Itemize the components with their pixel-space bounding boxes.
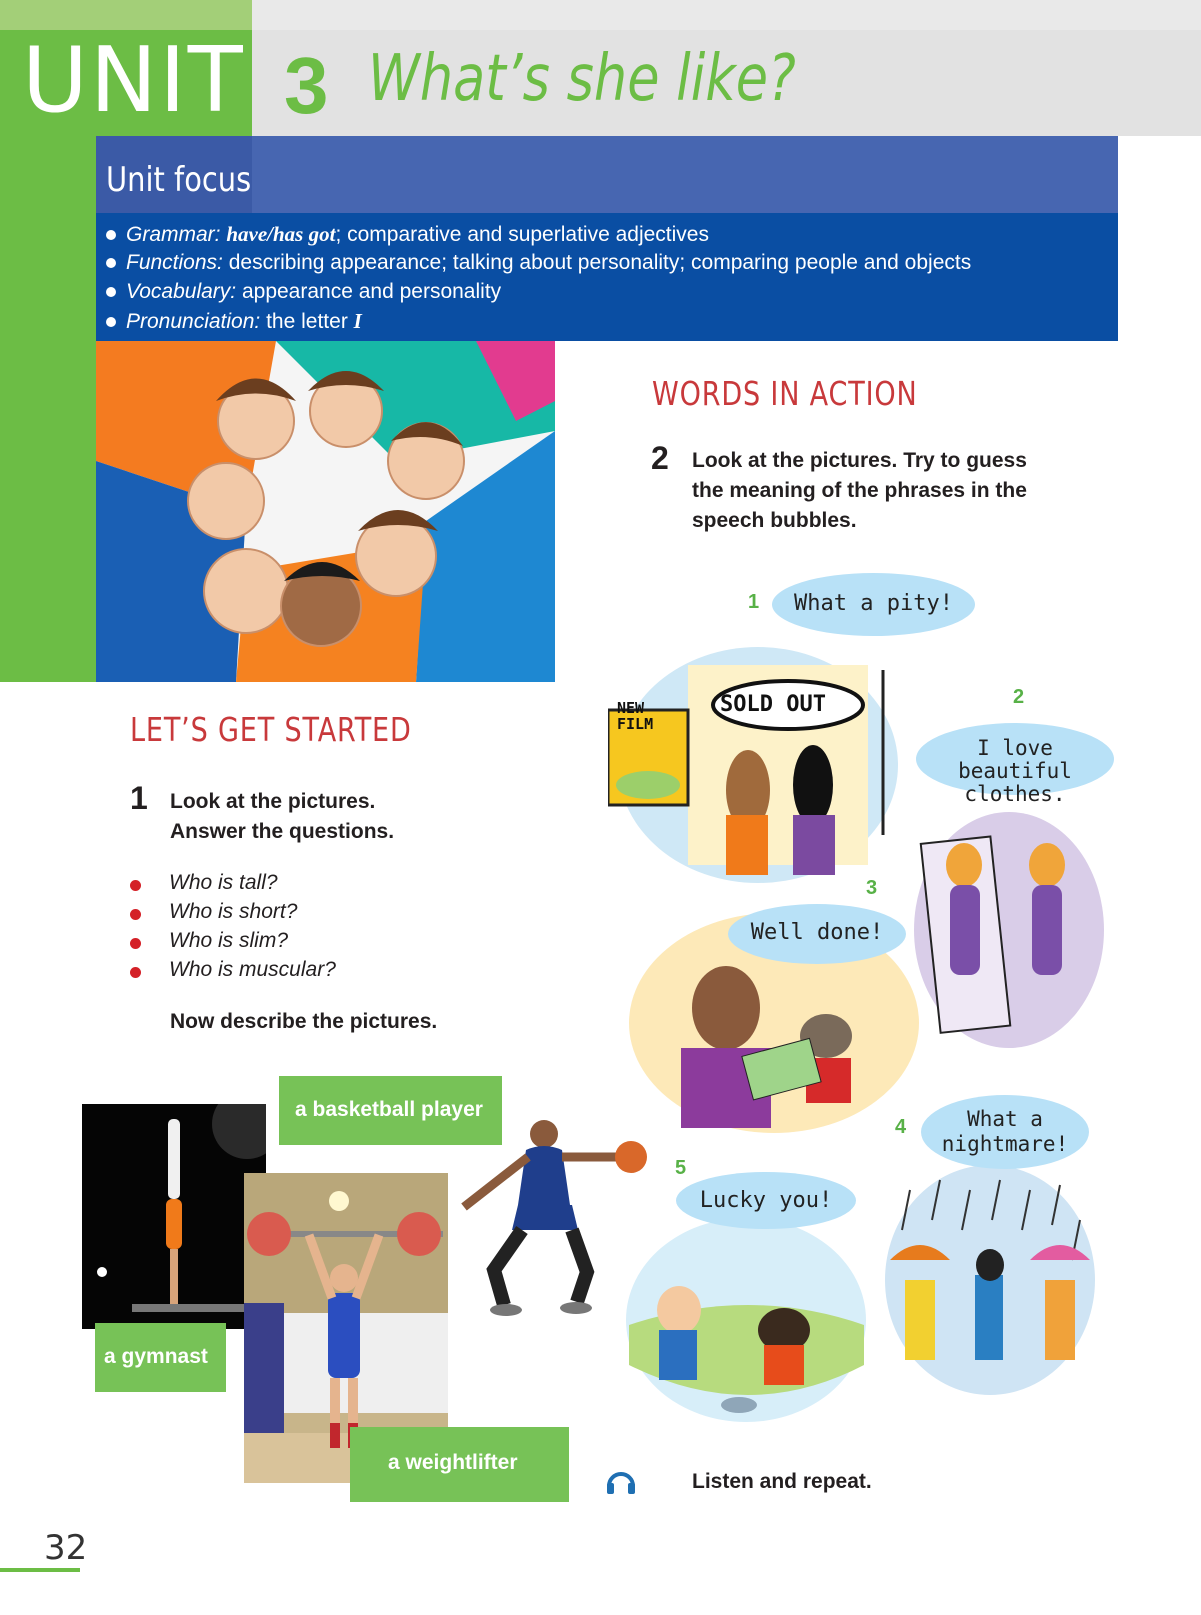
bubble-5-number: 5	[675, 1157, 687, 1179]
scene-2-mirror	[912, 810, 1107, 1050]
bullet-icon	[130, 909, 141, 920]
focus-item-grammar: Grammar: have/has got; comparative and superlative adjectives	[106, 222, 709, 247]
lets-get-started-title: LET’S GET STARTED	[130, 710, 412, 749]
focus-item-functions: Functions: describing appearance; talking about personality; comparing people and objects	[106, 251, 971, 275]
scene-4-rain	[880, 1160, 1120, 1400]
page-number: 32	[44, 1528, 88, 1568]
speech-bubble-3: Well done!	[728, 904, 906, 964]
scene-1-cinema	[608, 635, 898, 885]
describe-instruction: Now describe the pictures.	[170, 1010, 438, 1033]
bullet-icon	[106, 258, 116, 268]
speech-bubble-1: What a pity!	[772, 573, 975, 636]
unit-word: UNIT	[22, 28, 245, 133]
exercise-1-number: 1	[130, 780, 148, 816]
basketball-player-label: a basketball player	[279, 1076, 502, 1145]
exercise-2-number: 2	[651, 440, 669, 476]
bullet-icon	[130, 880, 141, 891]
top-stripe	[0, 0, 252, 30]
bubble-2-number: 2	[1013, 686, 1025, 708]
headphones-icon[interactable]	[604, 1466, 638, 1496]
exercise-1-line-1: Look at the pictures.	[170, 790, 376, 813]
bullet-icon	[106, 287, 116, 297]
listen-and-repeat: Listen and repeat.	[692, 1470, 872, 1493]
page-number-rule	[0, 1568, 80, 1572]
new-film-sign: NEW FILM	[617, 699, 654, 733]
gymnast-photo	[82, 1104, 266, 1329]
scene-5-money	[624, 1215, 869, 1425]
weightlifter-label: a weightlifter	[350, 1427, 569, 1502]
bullet-icon	[106, 317, 116, 327]
exercise-2-line-3: speech bubbles.	[692, 509, 857, 532]
exercise-1-line-2: Answer the questions.	[170, 820, 395, 843]
focus-item-pronunciation: Pronunciation: the letter I	[106, 309, 362, 334]
speech-bubble-2: I love beautiful clothes.	[916, 723, 1114, 795]
unit-number: 3	[284, 41, 329, 130]
exercise-2-line-1: Look at the pictures. Try to guess	[692, 449, 1027, 472]
question-item: Who is short?	[169, 900, 298, 923]
bullet-icon	[130, 938, 141, 949]
bubble-4-number: 4	[895, 1116, 907, 1138]
kids-circle-photo	[96, 341, 555, 682]
words-in-action-title: WORDS IN ACTION	[652, 374, 918, 413]
question-item: Who is slim?	[169, 929, 289, 952]
gymnast-label: a gymnast	[95, 1323, 226, 1392]
question-item: Who is tall?	[169, 871, 278, 894]
focus-item-vocabulary: Vocabulary: appearance and personality	[106, 280, 501, 304]
speech-bubble-4: What a nightmare!	[921, 1095, 1089, 1169]
top-stripe-grey	[252, 0, 1201, 30]
unit-focus-label: Unit focus	[106, 160, 252, 200]
bubble-1-number: 1	[748, 591, 760, 613]
exercise-2-line-2: the meaning of the phrases in the	[692, 479, 1027, 502]
question-item: Who is muscular?	[169, 958, 336, 981]
bubble-3-number: 3	[866, 877, 878, 899]
bullet-icon	[106, 230, 116, 240]
sold-out-sign: SOLD OUT	[720, 692, 826, 717]
bullet-icon	[130, 967, 141, 978]
unit-title: What’s she like?	[368, 42, 796, 116]
speech-bubble-5: Lucky you!	[676, 1172, 856, 1229]
